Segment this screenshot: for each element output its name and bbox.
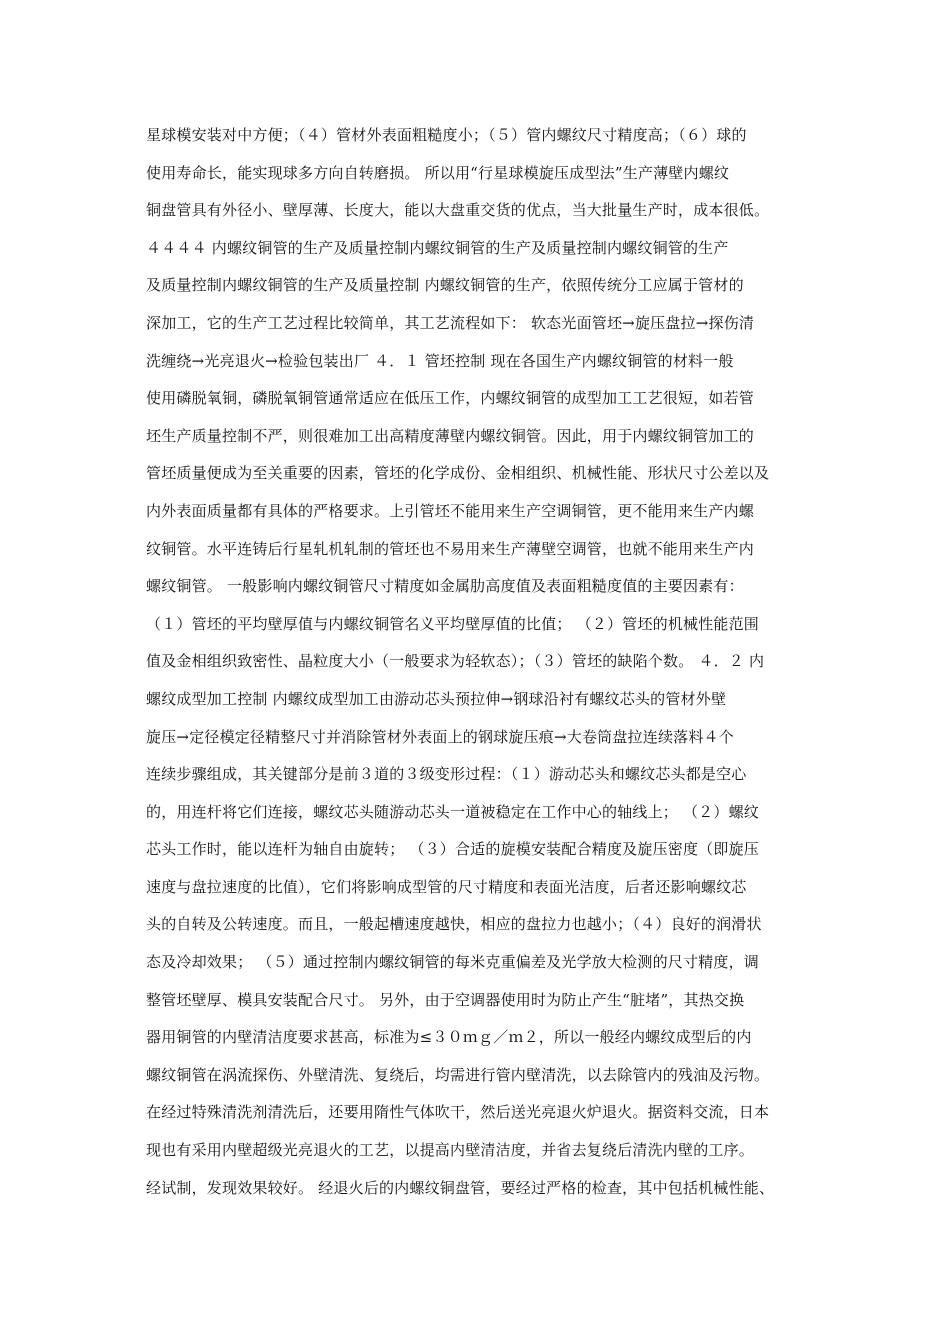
text-line: 的，用连杆将它们连接，螺纹芯头随游动芯头一道被稳定在工作中心的轴线上； （２）螺纹 (146, 802, 759, 821)
text-line: 管坯质量便成为至关重要的因素，管坯的化学成份、金相组织、机械性能、形状尺寸公差以及 (146, 464, 770, 483)
text-line: 现也有采用内壁超级光亮退火的工艺，以提高内壁清洁度，并省去复绕后清洗内壁的工序。 (146, 1141, 755, 1160)
text-line: 及质量控制内螺纹铜管的生产及质量控制 内螺纹铜管的生产，依照传统分工应属于管材的 (146, 276, 744, 295)
text-line: 在经过特殊清洗剂清洗后，还要用隋性气体吹干，然后送光亮退火炉退火。据资料交流，日本 (146, 1103, 770, 1122)
text-line: 芯头工作时，能以连杆为轴自由旋转； （３）合适的旋模安装配合精度及旋压密度（即旋压 (146, 840, 759, 859)
text-line: 经试制，发现效果较好。 经退火后的内螺纹铜盘管，要经过严格的检查，其中包括机械性能、 (146, 1178, 775, 1197)
text-line: 器用铜管的内壁清洁度要求甚高，标准为≤３０ｍｇ／ｍ２，所以一般经内螺纹成型后的内 (146, 1028, 752, 1047)
text-line: 螺纹铜管在涡流探伤、外壁清洗、复绕后，均需进行管内壁清洗，以去除管内的残油及污物。 (146, 1065, 770, 1084)
text-line: 内外表面质量都有具体的严格要求。上引管坯不能用来生产空调铜管，更不能用来生产内螺 (146, 501, 755, 520)
text-line: 星球模安装对中方便；（４）管材外表面粗糙度小；（５）管内螺纹尺寸精度高；（６）球的 (146, 126, 747, 144)
section-heading-line: ４４４４ 内螺纹铜管的生产及质量控制内螺纹铜管的生产及质量控制内螺纹铜管的生产 (146, 238, 729, 257)
body-text (146, 117, 811, 1207)
text-line: 纹铜管。水平连铸后行星轧机轧制的管坯也不易用来生产薄壁空调管，也就不能用来生产内 (146, 539, 755, 558)
text-line: 头的自转及公转速度。而且，一般起槽速度越快，相应的盘拉力也越小；（４）良好的润滑状 (146, 915, 762, 934)
text-line: 连续步骤组成，其关键部分是前３道的３级变形过程：（１）游动芯头和螺纹芯头都是空心 (146, 765, 747, 784)
text-line: 速度与盘拉速度的比值），它们将影响成型管的尺寸精度和表面光洁度，后者还影响螺纹芯 (146, 877, 747, 896)
text-line: 态及冷却效果； （５）通过控制内螺纹铜管的每米克重偏差及光学放大检测的尺寸精度，调 (146, 953, 759, 972)
text-line: 旋压→定径模定径精整尺寸并消除管材外表面上的钢球旋压痕→大卷筒盘拉连续落料４个 (146, 727, 734, 746)
text-line: 深加工，它的生产工艺过程比较简单，其工艺流程如下： 软态光面管坯→旋压盘拉→探伤清 (146, 313, 755, 332)
text-line: 坯生产质量控制不严，则很难加工出高精度薄壁内螺纹铜管。因此，用于内螺纹铜管加工的 (146, 426, 755, 445)
text-line: 螺纹成型加工控制 内螺纹成型加工由游动芯头预拉伸→钢球沿衬有螺纹芯头的管材外壁 (146, 689, 727, 708)
text-line: 使用磷脱氧铜，磷脱氧铜管通常适应在低压工作，内螺纹铜管的成型加工工艺很短，如若管 (146, 389, 755, 408)
text-line: （１）管坯的平均壁厚值与内螺纹铜管名义平均壁厚值的比值； （２）管坯的机械性能范围 (146, 614, 759, 633)
text-line: 整管坯壁厚、模具安装配合尺寸。 另外，由于空调器使用时为防止产生“脏堵”，其热交换 (146, 990, 745, 1009)
text-line: 使用寿命长，能实现球多方向自转磨损。 所以用“行星球模旋压成型法”生产薄壁内螺纹 (146, 163, 730, 182)
text-line: 值及金相组织致密性、晶粒度大小（一般要求为轻软态）；（３）管坯的缺陷个数。 ４．２ 内 (146, 652, 765, 671)
text-line: 螺纹铜管。 一般影响内螺纹铜管尺寸精度如金属肋高度值及表面粗糙度值的主要因素有： (146, 577, 744, 596)
text-line: 洗缠绕→光亮退火→检验包装出厂 ４．１ 管坯控制 现在各国生产内螺纹铜管的材料一般 (146, 351, 734, 370)
text-line: 铜盘管具有外径小、壁厚薄、长度大，能以大盘重交货的优点，当大批量生产时，成本很低。 (146, 201, 770, 220)
